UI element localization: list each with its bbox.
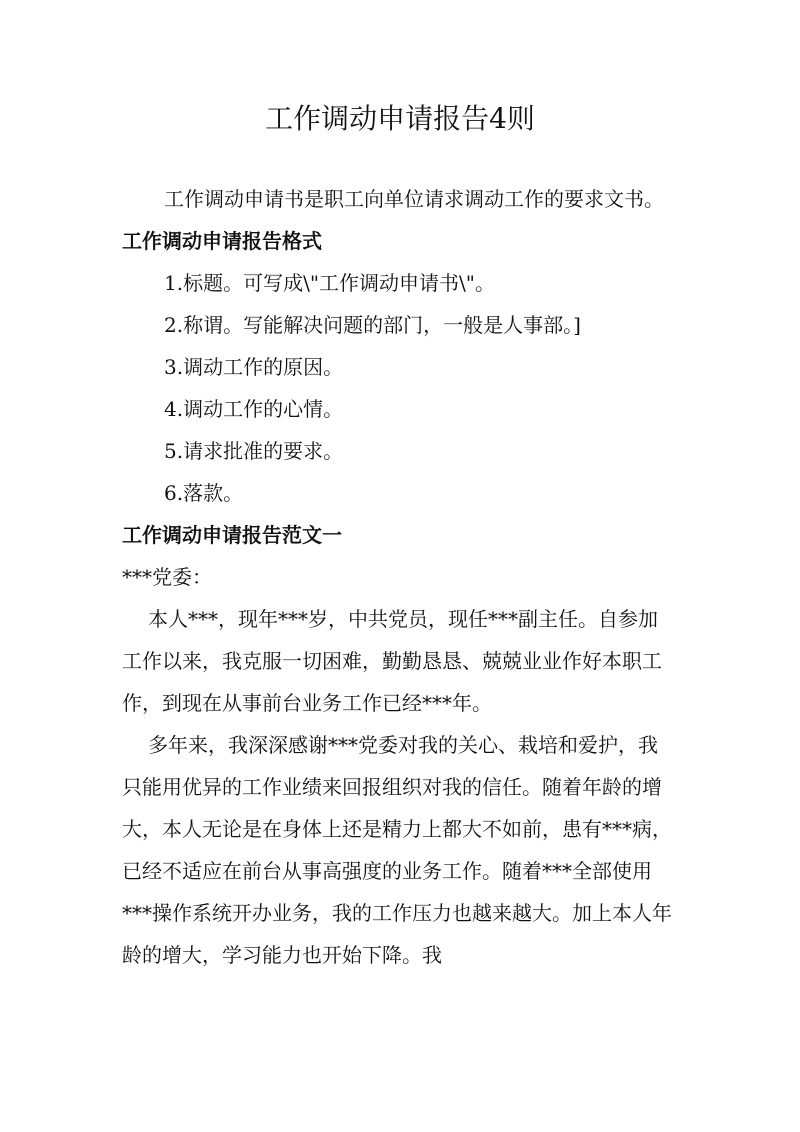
format-item-signature: 6.落款。 [164,481,244,505]
body-paragraph-1: 本人***，现年***岁，中共党员，现任***副主任。自参加工作以来，我克服一切困难，勤勤恳恳、兢兢业业作好本职工作，到现在从事前台业务工作已经***年。 [122,607,662,715]
body-paragraph-2: 多年来，我深深感谢***党委对我的关心、栽培和爱护，我只能用优异的工作业绩来回报组织对我的信任。随着年龄的增大，本人无论是在身体上还是精力上都大不如前，患有***病，已经不适应在前台从事高强度的业务工作。随着***全部使用***操作系统开办业务，我的工作压力也越来越大。加上本人年龄的增大，学习能力也开始下降。我 [122,733,672,967]
format-heading: 工作调动申请报告格式 [122,229,322,253]
salutation: ***党委： [122,565,212,589]
format-item-feeling: 4.调动工作的心情。 [164,397,344,421]
format-item-reason: 3.调动工作的原因。 [164,355,344,379]
format-item-request: 5.请求批准的要求。 [164,439,344,463]
document-title: 工作调动申请报告4则 [265,102,535,135]
format-item-title: 1.标题。可写成\"工作调动申请书\"。 [164,271,495,295]
format-item-salutation: 2.称谓。写能解决问题的部门，一般是人事部。] [164,313,581,337]
document-body [122,178,672,976]
intro-paragraph: 工作调动申请书是职工向单位请求调动工作的要求文书。 [164,187,664,211]
sample-heading: 工作调动申请报告范文一 [122,523,342,547]
